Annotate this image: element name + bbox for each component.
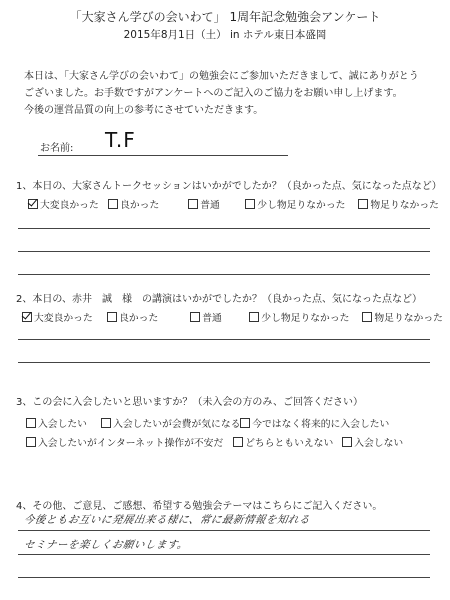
intro-text-line-3: 今後の運営品質の向上の参考にさせていただきます。 bbox=[24, 105, 264, 116]
q2-option-unsatisfied[interactable]: 物足りなかった bbox=[362, 310, 443, 324]
checkbox-icon[interactable] bbox=[101, 418, 111, 428]
question-1-text: 1、本日の、大家さんトークセッションはいかがでしたか？（良かった点、気になった点など） bbox=[16, 181, 442, 192]
q1-answer-line-2 bbox=[18, 251, 430, 252]
question-4-text: 4、その他、ご意見、ご感想、希望する勉強会テーマはこちらにご記入ください。 bbox=[16, 501, 383, 512]
checkbox-icon[interactable] bbox=[342, 437, 352, 447]
q2-option-normal[interactable]: 普通 bbox=[190, 310, 244, 324]
q1-option-unsatisfied[interactable]: 物足りなかった bbox=[358, 197, 439, 211]
question-3-options-row-1 bbox=[26, 412, 389, 431]
q2-option-slightly-unsatisfied[interactable]: 少し物足りなかった bbox=[249, 310, 357, 324]
checkbox-icon[interactable] bbox=[240, 418, 250, 428]
q2-option-good[interactable]: 良かった bbox=[107, 310, 185, 324]
q4-answer-line-2 bbox=[18, 554, 430, 555]
checkbox-icon[interactable] bbox=[233, 437, 243, 447]
q2-option-very-good[interactable]: 大変良かった bbox=[22, 310, 102, 324]
event-date-venue: 2015年8月1日（土） in ホテル東日本盛岡 bbox=[123, 29, 327, 41]
handwritten-comment-line-2[interactable]: セミナーを楽しくお願いします。 bbox=[22, 539, 190, 551]
checkbox-checked-icon[interactable] bbox=[28, 199, 38, 209]
checkbox-icon[interactable] bbox=[249, 312, 259, 322]
checkbox-icon[interactable] bbox=[190, 312, 200, 322]
checkbox-checked-icon[interactable] bbox=[22, 312, 32, 322]
question-2-text: 2、本日の、赤井 誠 様 の講演はいかがでしたか？（良かった点、気になった点など） bbox=[16, 294, 422, 305]
handwritten-comment-line-1[interactable]: 今後ともお互いに発展出来る様に、常に最新情報を知れる bbox=[22, 514, 311, 526]
checkbox-icon[interactable] bbox=[107, 312, 117, 322]
q3-option-join-fee-concern[interactable]: 入会したいが会費が気になる bbox=[101, 416, 235, 430]
q2-answer-line-2 bbox=[18, 362, 430, 363]
q1-answer-line-1 bbox=[18, 228, 430, 229]
survey-title: 「大家さん学びの会いわて」 1周年記念勉強会アンケート bbox=[69, 10, 381, 24]
q1-option-very-good[interactable]: 大変良かった bbox=[28, 197, 103, 211]
q3-option-not-join[interactable]: 入会しない bbox=[342, 435, 403, 449]
intro-text-line-2: ございました。お手数ですがアンケートへのご記入のご協力をお願い申し上げます。 bbox=[24, 88, 403, 99]
checkbox-icon[interactable] bbox=[26, 437, 36, 447]
q1-option-slightly-unsatisfied[interactable]: 少し物足りなかった bbox=[245, 197, 353, 211]
name-value[interactable]: T.F bbox=[105, 128, 136, 152]
checkbox-icon[interactable] bbox=[108, 199, 118, 209]
q1-option-good[interactable]: 良かった bbox=[108, 197, 183, 211]
q3-option-join-internet-concern[interactable]: 入会したいがインターネット操作が不安だ bbox=[26, 435, 228, 449]
q3-option-join[interactable]: 入会したい bbox=[26, 416, 96, 430]
checkbox-icon[interactable] bbox=[358, 199, 368, 209]
q4-answer-line-3 bbox=[18, 577, 430, 578]
q4-answer-line-1 bbox=[18, 530, 430, 531]
question-3-text: 3、この会に入会したいと思いますか？（未入会の方のみ、ご回答ください） bbox=[16, 397, 363, 408]
checkbox-icon[interactable] bbox=[26, 418, 36, 428]
q1-option-normal[interactable]: 普通 bbox=[188, 197, 240, 211]
intro-text-line-1: 本日は、「大家さん学びの会いわて」の勉強会にご参加いただきまして、誠にありがとう bbox=[24, 71, 419, 82]
name-underline bbox=[38, 155, 288, 156]
checkbox-icon[interactable] bbox=[188, 199, 198, 209]
checkbox-icon[interactable] bbox=[362, 312, 372, 322]
question-1-options bbox=[28, 193, 439, 212]
question-3-options-row-2 bbox=[26, 431, 403, 450]
q1-answer-line-3 bbox=[18, 274, 430, 275]
name-label: お名前: bbox=[40, 143, 74, 154]
question-2-options bbox=[22, 306, 443, 325]
q3-option-join-future[interactable]: 今ではなく将来的に入会したい bbox=[240, 416, 389, 430]
q2-answer-line-1 bbox=[18, 339, 430, 340]
checkbox-icon[interactable] bbox=[245, 199, 255, 209]
q3-option-undecided[interactable]: どちらともいえない bbox=[233, 435, 337, 449]
